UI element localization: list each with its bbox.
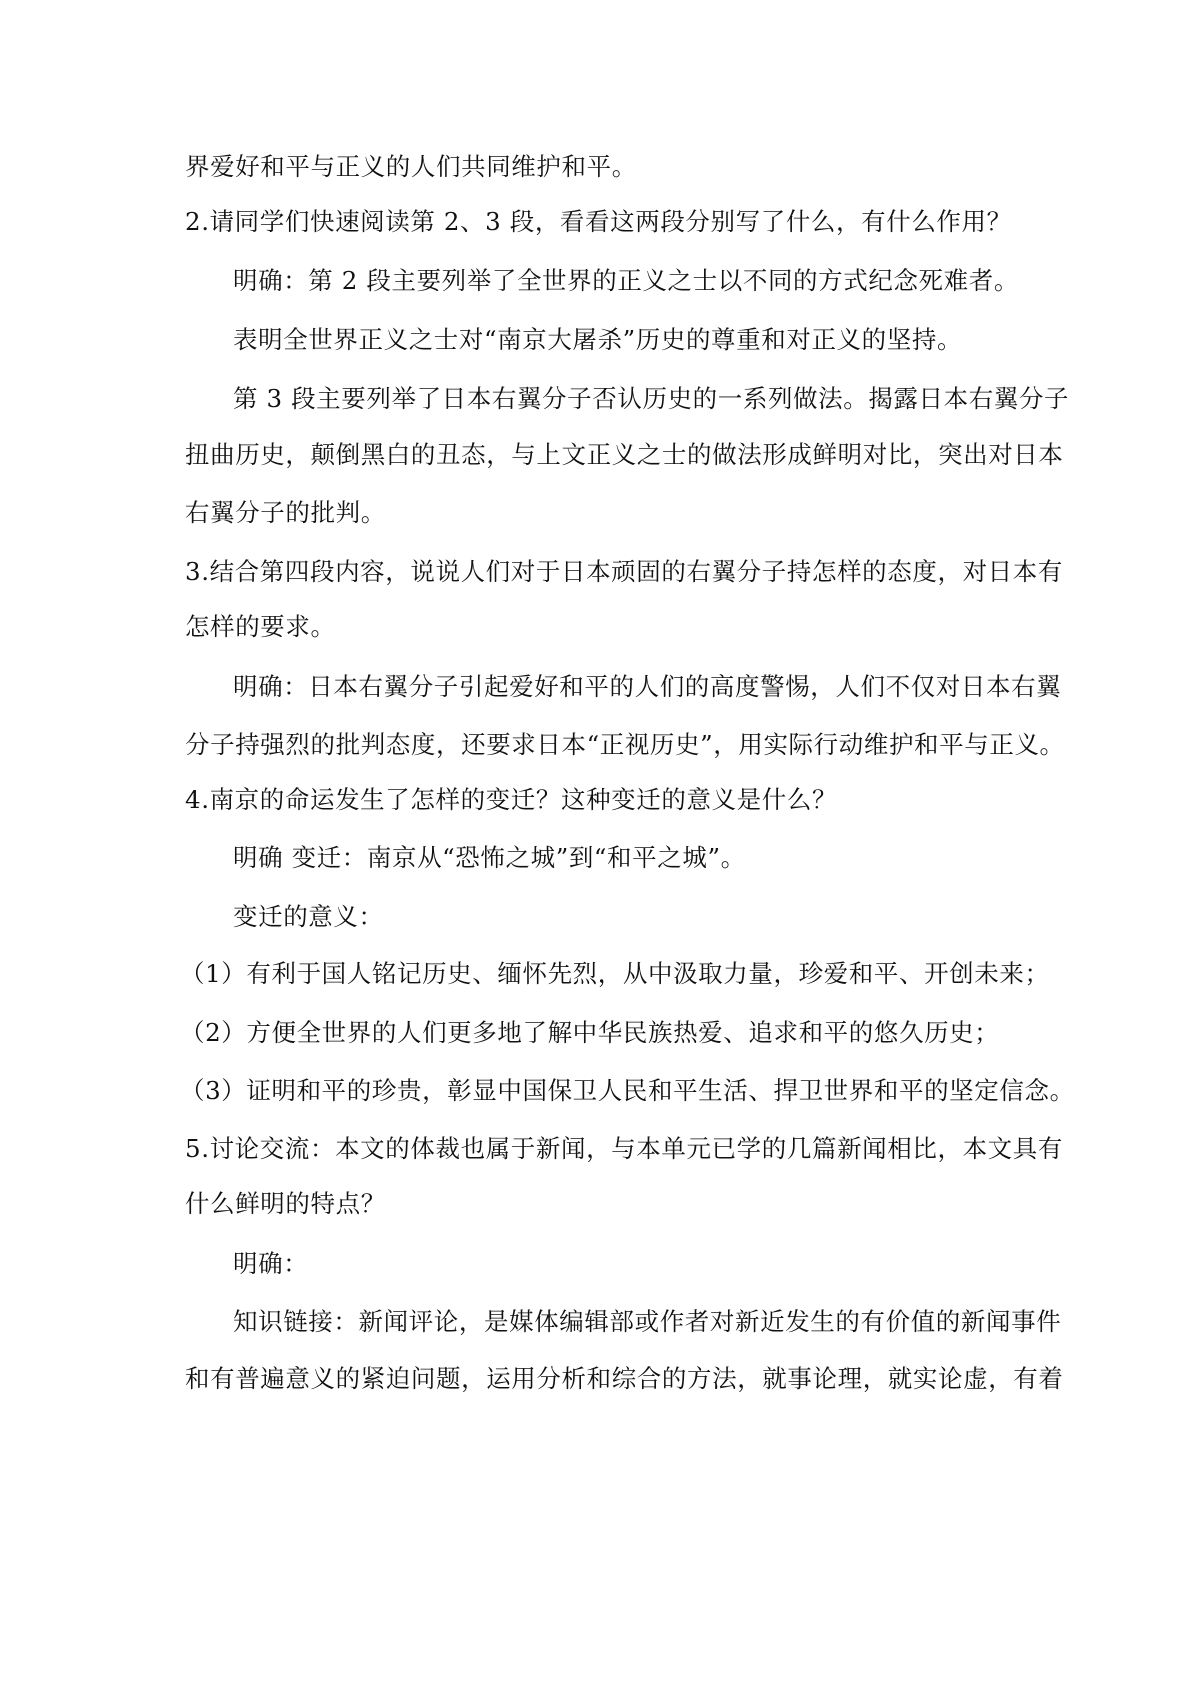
answer-2-line: 表明全世界正义之士对“南京大屠杀”历史的尊重和对正义的坚持。 [233,325,963,354]
question-5: 什么鲜明的特点？ [185,1189,386,1218]
answer-2-line: 第 3 段主要列举了日本右翼分子否认历史的一系列做法。揭露日本右翼分子 [233,384,1070,413]
answer-4-line: 明确 变迁：南京从“恐怖之城”到“和平之城”。 [233,843,746,872]
question-3: 3.结合第四段内容，说说人们对于日本顽固的右翼分子持怎样的态度，对日本有 [185,557,1063,586]
answer-2-line: 明确：第 2 段主要列举了全世界的正义之士以不同的方式纪念死难者。 [233,266,1019,295]
answer-4-line: 变迁的意义： [233,902,384,931]
list-item: （2）方便全世界的人们更多地了解中华民族热爱、追求和平的悠久历史； [180,1018,1000,1047]
answer-3-line: 明确：日本右翼分子引起爱好和平的人们的高度警惕，人们不仅对日本右翼 [233,672,1062,701]
knowledge-link: 知识链接：新闻评论，是媒体编辑部或作者对新近发生的有价值的新闻事件 [233,1307,1062,1336]
knowledge-link: 和有普遍意义的紧迫问题，运用分析和综合的方法，就事论理，就实论虚，有着 [185,1364,1064,1393]
question-5: 5.讨论交流：本文的体裁也属于新闻，与本单元已学的几篇新闻相比，本文具有 [185,1134,1063,1163]
answer-5-label: 明确： [233,1249,309,1278]
question-4: 4.南京的命运发生了怎样的变迁？这种变迁的意义是什么？ [185,785,838,814]
answer-3-line: 分子持强烈的批判态度，还要求日本“正视历史”，用实际行动维护和平与正义。 [185,730,1065,759]
answer-2-line: 右翼分子的批判。 [185,498,386,527]
answer-2-line: 扭曲历史，颠倒黑白的丑态，与上文正义之士的做法形成鲜明对比，突出对日本 [185,440,1064,469]
list-item: （3）证明和平的珍贵，彰显中国保卫人民和平生活、捍卫世界和平的坚定信念。 [180,1076,1075,1105]
list-item: （1）有利于国人铭记历史、缅怀先烈，从中汲取力量，珍爱和平、开创未来； [180,959,1050,988]
question-2: 2.请同学们快速阅读第 2、3 段，看看这两段分别写了什么，有什么作用？ [185,207,1012,236]
text-line: 界爱好和平与正义的人们共同维护和平。 [185,152,637,181]
question-3: 怎样的要求。 [185,612,336,641]
